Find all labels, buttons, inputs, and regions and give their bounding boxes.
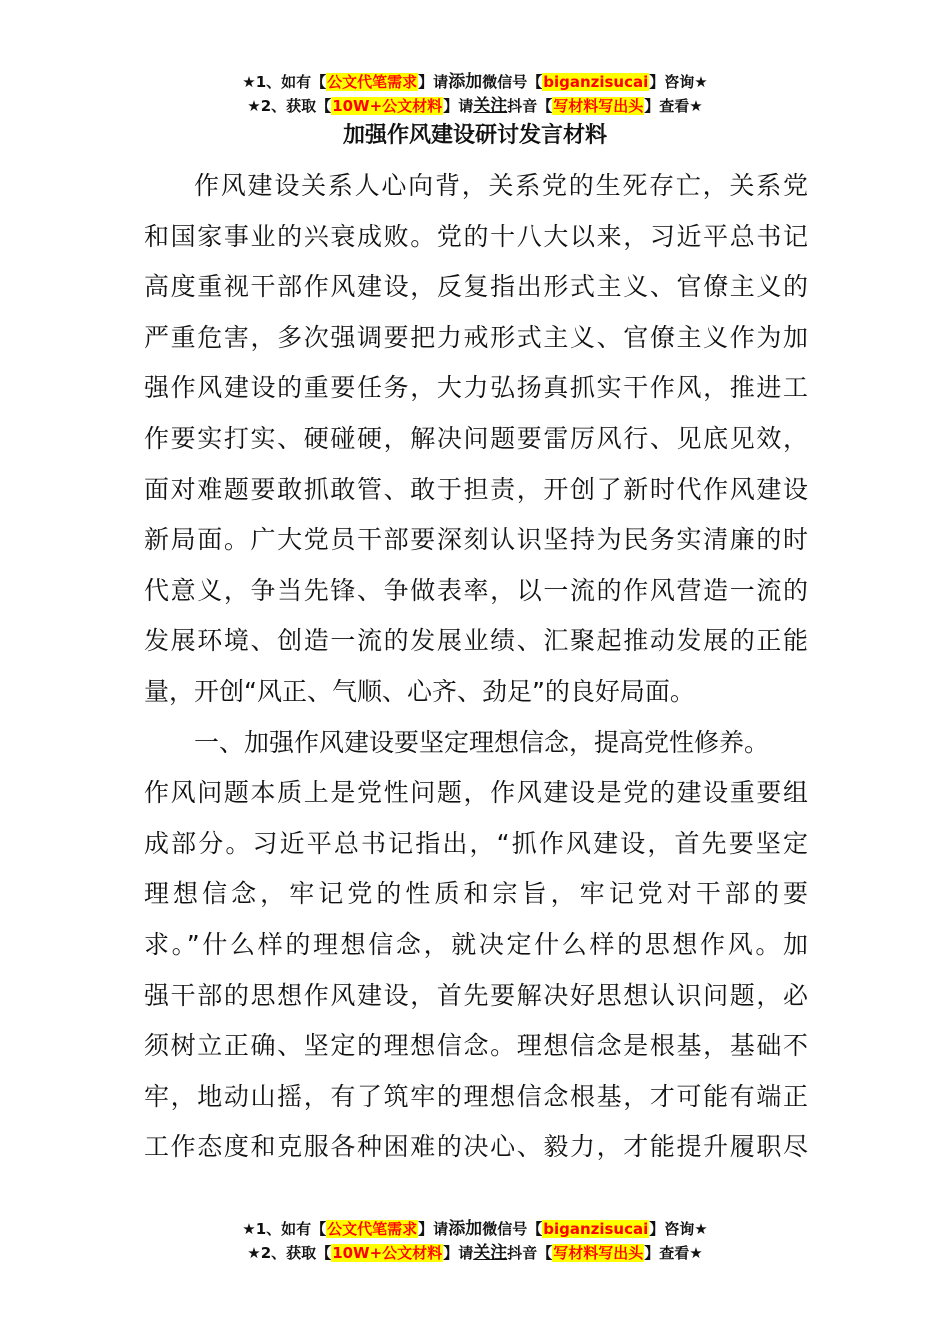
footer-line1-highlight-service: 公文代笔需求	[327, 1220, 418, 1238]
footer-banner-line-1	[0, 1217, 950, 1241]
body-line: 发展环境、创造一流的发展业绩、汇聚起推动发展的正能	[144, 626, 808, 656]
body-line: 作风建设关系人心向背，关系党的生死存亡，关系党	[194, 171, 808, 200]
footer-line2-highlight-materials: 10W+公文材料	[332, 1244, 443, 1262]
body-line: 作风问题本质上是党性问题，作风建设是党的建设重要组	[144, 778, 808, 808]
footer-line1-prefix: ★1、如有【	[242, 1220, 327, 1238]
body-line: 成部分。习近平总书记指出，“抓作风建设，首先要坚定	[144, 828, 808, 858]
body-line: 面对难题要敢抓敢管、敢于担责，开创了新时代作风建设	[144, 474, 808, 504]
header-line1-emphasis: 添加	[448, 72, 483, 92]
body-line: 和国家事业的兴衰成败。党的十八大以来，习近平总书记	[144, 221, 808, 251]
header-line1-highlight-service: 公文代笔需求	[327, 73, 418, 91]
body-line: 代意义，争当先锋、争做表率，以一流的作风营造一流的	[144, 575, 808, 605]
header-line1-prefix: ★1、如有【	[242, 73, 327, 91]
footer-line1-highlight-wechat: biganzisucai	[543, 1220, 649, 1238]
body-line: 求。”什么样的理想信念，就决定什么样的思想作风。加	[144, 929, 808, 959]
header-line2-suffix: 】查看★	[644, 97, 703, 115]
header-line2-prefix: ★2、获取【	[247, 97, 332, 115]
header-line2-mid2: 抖音【	[507, 97, 553, 115]
body-line: 工作态度和克服各种困难的决心、毅力，才能提升履职尽	[144, 1132, 808, 1162]
footer-line1-mid2: 微信号【	[482, 1220, 543, 1238]
header-line2-highlight-materials: 10W+公文材料	[332, 97, 443, 115]
footer-banner-line-2	[0, 1241, 950, 1265]
body-line: 严重危害，多次强调要把力戒形式主义、官僚主义作为加	[144, 322, 808, 352]
body-line: 须树立正确、坚定的理想信念。理想信念是根基，基础不	[144, 1031, 808, 1061]
footer-line2-suffix: 】查看★	[644, 1244, 703, 1262]
footer-line2-mid1: 】请	[443, 1244, 474, 1262]
header-banner	[0, 70, 950, 118]
footer-line1-mid1: 】请	[418, 1220, 449, 1238]
header-line1-mid2: 微信号【	[482, 73, 543, 91]
footer-line2-highlight-douyin: 写材料写出头	[553, 1244, 644, 1262]
footer-line2-mid2: 抖音【	[507, 1244, 553, 1262]
section-heading: 一、加强作风建设要坚定理想信念，提高党性修养。	[194, 727, 770, 757]
header-line2-mid1: 】请	[443, 97, 474, 115]
body-line: 强干部的思想作风建设，首先要解决好思想认识问题，必	[144, 980, 808, 1010]
body-line: 牢，地动山摇，有了筑牢的理想信念根基，才可能有端正	[144, 1081, 808, 1111]
body-line: 理想信念，牢记党的性质和宗旨，牢记党对干部的要	[144, 879, 808, 909]
header-line1-highlight-wechat: biganzisucai	[543, 73, 649, 91]
body-line: 量，开创“风正、气顺、心齐、劲足”的良好局面。	[144, 676, 695, 706]
header-banner-line-2	[0, 94, 950, 118]
footer-line1-suffix: 】咨询★	[649, 1220, 708, 1238]
document-title: 加强作风建设研讨发言材料	[342, 123, 607, 148]
footer-line2-prefix: ★2、获取【	[247, 1244, 332, 1262]
header-line2-emphasis: 关注	[473, 96, 508, 116]
body-line: 高度重视干部作风建设，反复指出形式主义、官僚主义的	[144, 272, 808, 302]
header-line2-highlight-douyin: 写材料写出头	[553, 97, 644, 115]
body-line: 新局面。广大党员干部要深刻认识坚持为民务实清廉的时	[144, 525, 808, 555]
body-line: 强作风建设的重要任务，大力弘扬真抓实干作风，推进工	[144, 373, 808, 403]
header-line1-mid1: 】请	[418, 73, 449, 91]
footer-line1-emphasis: 添加	[448, 1219, 483, 1239]
header-banner-line-1	[0, 70, 950, 94]
body-line: 作要实打实、硬碰硬，解决问题要雷厉风行、见底见效，	[144, 423, 808, 453]
document-body	[144, 161, 808, 1173]
footer-line2-emphasis: 关注	[473, 1243, 508, 1263]
footer-banner	[0, 1217, 950, 1265]
header-line1-suffix: 】咨询★	[649, 73, 708, 91]
